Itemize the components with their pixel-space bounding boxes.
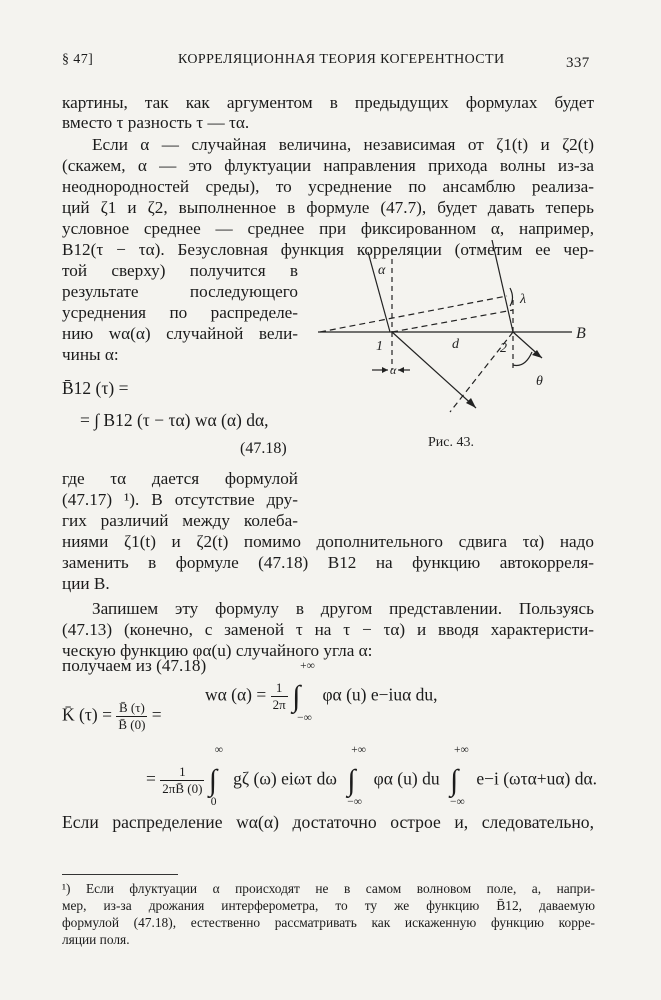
- label-mirror-2: 2: [500, 341, 507, 356]
- text-line: ческую функцию φα(u) случайного угла α:: [62, 641, 373, 660]
- integral: [292, 659, 318, 724]
- text-line: Если распределение wα(α) достаточно острое и, следовательно,: [62, 812, 594, 832]
- footnote-line: ляции поля.: [62, 932, 130, 947]
- text-line: ции B.: [62, 574, 110, 593]
- fraction-numerator: 1: [160, 764, 204, 781]
- integral-sign: ∫: [208, 763, 217, 797]
- text-line: результате последующего: [62, 282, 298, 301]
- integral-upper-limit: +∞: [351, 743, 366, 756]
- integral-lower-limit: −∞: [297, 711, 312, 724]
- fraction-denominator: 2π: [272, 697, 286, 712]
- eq-integrand: φα (u) du: [373, 768, 440, 789]
- page-number: 337: [566, 55, 590, 71]
- footnote-rule: [62, 874, 178, 875]
- integral-upper-limit: ∞: [214, 743, 223, 756]
- figure-caption: Рис. 43.: [428, 435, 474, 450]
- text-line: (47.13) (конечно, с заменой τ на τ − τα) и вводя характеристи-: [62, 620, 594, 639]
- fraction: [271, 680, 288, 713]
- text-line: условное среднее — среднее при фиксированном α, например,: [62, 219, 594, 238]
- text-line: (скажем, α — это флуктуации направления прихода волны из-за: [62, 156, 594, 175]
- eq-equals: =: [151, 704, 162, 725]
- text-line: той сверху) получится в: [62, 261, 298, 280]
- label-alpha-bottom: α: [390, 363, 397, 377]
- fraction-numerator: 1: [271, 680, 288, 697]
- section-marker: § 47]: [62, 52, 94, 67]
- text-line: где τα дается формулой: [62, 469, 298, 488]
- integral: [347, 743, 369, 808]
- integral-sign: ∫: [449, 763, 459, 797]
- wavefront-dashed-1: [320, 296, 507, 332]
- equation-k-tau-expanded: [146, 743, 598, 808]
- eq-integrand: gζ (ω) eiωτ dω: [233, 768, 337, 789]
- label-alpha-top: α: [378, 263, 386, 278]
- eq-integrand: φα (u) e−iuα du,: [322, 684, 438, 705]
- text-line: вместо τ разность τ — τα.: [62, 113, 250, 132]
- text-line: гих различий между колеба-: [62, 511, 298, 530]
- text-line: чины α:: [62, 345, 119, 364]
- running-title: КОРРЕЛЯЦИОННАЯ ТЕОРИЯ КОГЕРЕНТНОСТИ: [178, 52, 505, 67]
- equation-47-18-rhs: = ∫ B12 (τ − τα) wα (α) dα,: [80, 410, 269, 430]
- label-theta: θ: [536, 374, 543, 389]
- arrowhead-ray-1: [466, 398, 476, 408]
- text-line: нию wα(α) случайной вели-: [62, 324, 298, 343]
- label-lambda: λ: [520, 292, 527, 307]
- equation-number: (47.18): [240, 440, 287, 457]
- text-line: ниями ζ1(t) и ζ2(t) помимо дополнительного сдвига τα) надо: [62, 532, 594, 551]
- incoming-ray-2: [492, 240, 513, 332]
- label-mirror-1: 1: [376, 339, 383, 354]
- label-b: B: [576, 325, 586, 342]
- text-line: картины, так как аргументом в предыдущих формулах будет: [62, 93, 594, 112]
- footnote-line: формулой (47.18), естественно рассматривать как искаженную функцию корре-: [62, 915, 595, 930]
- text-line: (47.17) ¹). В отсутствие дру-: [62, 490, 298, 509]
- integral: [449, 743, 472, 808]
- equation-w-alpha: [205, 659, 438, 724]
- footnote-line: мер, из-за дрожания интерферометра, то ту же функцию B̄12, даваемую: [62, 898, 595, 913]
- eq-integrand: e−i (ωτα+uα) dα.: [476, 768, 598, 789]
- integral-upper-limit: +∞: [453, 743, 469, 756]
- integral: [208, 743, 229, 808]
- arrowhead-alpha-left: [382, 367, 388, 373]
- lambda-bracket: [510, 288, 513, 306]
- text-line: Запишем эту формулу в другом представлении. Пользуясь: [92, 599, 594, 618]
- text-line: B12(τ − τα). Безусловная функция корреляции (отметим ее чер-: [62, 240, 594, 259]
- fraction: [160, 764, 204, 797]
- text-line: неоднородностей среды), то усреднение по ансамблю реализа-: [62, 177, 594, 196]
- eq-lhs: wα (α) =: [205, 684, 267, 705]
- arrowhead-ray-2: [532, 350, 542, 358]
- fraction-denominator: 2πB̄ (0): [162, 781, 203, 796]
- text-line: Если α — случайная величина, независимая от ζ1(t) и ζ2(t): [92, 135, 594, 154]
- fraction: [116, 700, 147, 733]
- eq-lhs: K̄ (τ) =: [62, 704, 112, 725]
- wavefront-dashed-2: [392, 310, 513, 332]
- footnote-line: ¹) Если флуктуации α происходят не в самом волновом поле, а, напри-: [62, 881, 595, 896]
- integral-lower-limit: −∞: [347, 795, 362, 808]
- text-line: усреднения по распределе-: [62, 303, 298, 322]
- text-line: получаем из (47.18): [62, 656, 207, 675]
- integral-lower-limit: −∞: [449, 795, 465, 808]
- equation-47-18-lhs: B̄12 (τ) =: [62, 378, 129, 398]
- label-d: d: [452, 337, 459, 352]
- arrowhead-alpha-right: [398, 367, 404, 373]
- fraction-denominator: B̄ (0): [118, 717, 146, 732]
- integral-lower-limit: 0: [210, 795, 217, 808]
- integral-sign: ∫: [292, 679, 301, 713]
- figure-43: [310, 240, 600, 460]
- fraction-numerator: B̄ (τ): [116, 700, 147, 717]
- text-line: заменить в формуле (47.18) B12 на функцию автокорреля-: [62, 553, 594, 572]
- equation-k-tau: [62, 700, 162, 733]
- eq-equals: =: [146, 768, 156, 789]
- text-line: ций ζ1 и ζ2, выполненное в формуле (47.7), будет давать теперь: [62, 198, 594, 217]
- integral-sign: ∫: [347, 763, 356, 797]
- integral-upper-limit: +∞: [300, 659, 315, 672]
- theta-arc: [513, 352, 532, 365]
